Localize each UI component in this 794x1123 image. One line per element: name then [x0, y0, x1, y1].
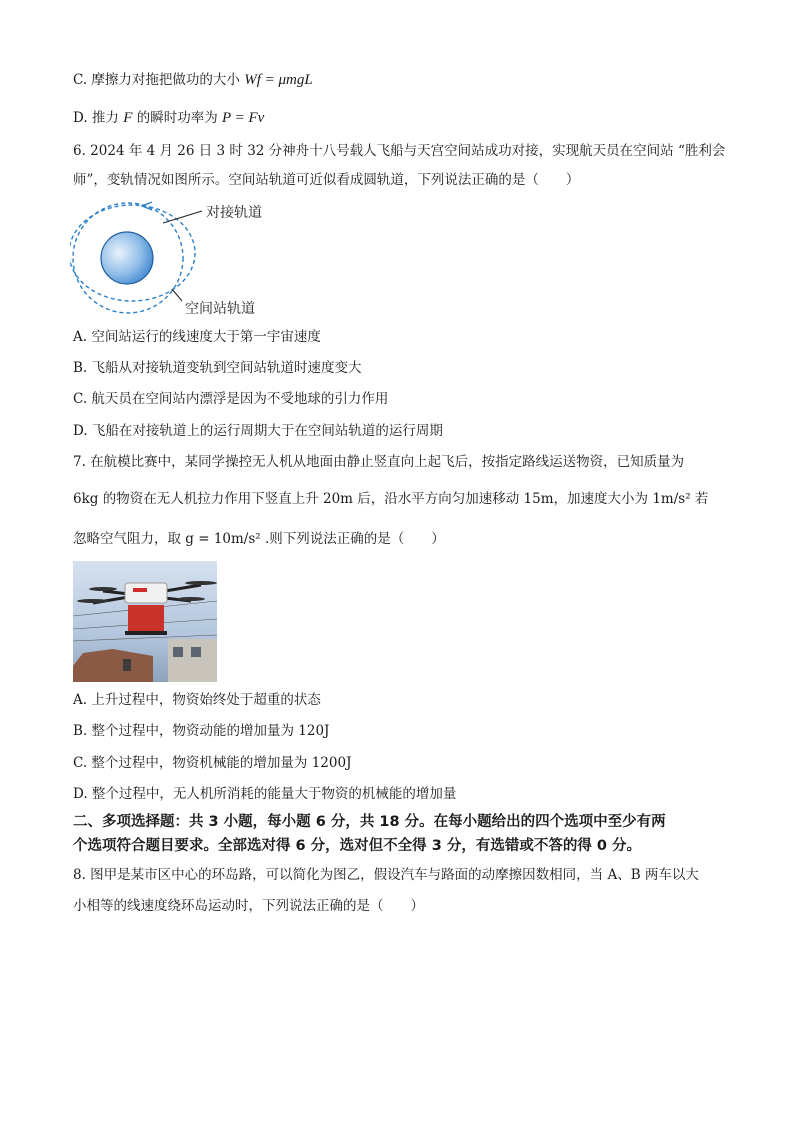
q6-option-b: B. 飞船从对接轨道变轨到空间站轨道时速度变大: [73, 360, 362, 376]
q5-option-c-formula: Wf = μmgL: [244, 72, 313, 88]
q7-stem-line3: 忽略空气阻力，取 g = 10m/s² .则下列说法正确的是（ ）: [73, 531, 445, 547]
q5-option-d-prefix: D. 推力: [73, 110, 119, 126]
q5-option-d: [73, 108, 264, 128]
q6-stem-line2: 师”，变轨情况如图所示。空间站轨道可近似看成圆轨道，下列说法正确的是（ ）: [73, 172, 580, 188]
q5-option-d-formula: P = Fv: [222, 110, 265, 126]
q8-stem-line2: 小相等的线速度绕环岛运动时，下列说法正确的是（ ）: [73, 898, 424, 914]
earth-planet: [101, 232, 153, 284]
q7-option-d: D. 整个过程中，无人机所消耗的能量大于物资的机械能的增加量: [73, 786, 457, 802]
q5-option-c-text: C. 摩擦力对拖把做功的大小: [73, 72, 240, 88]
q6-option-c: C. 航天员在空间站内漂浮是因为不受地球的引力作用: [73, 391, 389, 407]
section2-heading-line2: 个选项符合题目要求。全部选对得 6 分，选对但不全得 3 分，有选错或不答的得 0 分。: [73, 838, 642, 854]
label-docking-orbit: 对接轨道: [206, 204, 262, 220]
q5-option-d-symbol: F: [123, 110, 133, 126]
drone-illustration: [73, 561, 217, 682]
orbit-arrow: [142, 202, 152, 210]
section2-heading-line1: 二、多项选择题：共 3 小题，每小题 6 分，共 18 分。在每小题给出的四个选项中至少有两: [73, 814, 666, 830]
q6-stem-line1: 6. 2024 年 4 月 26 日 3 时 32 分神舟十八号载人飞船与天宫空间站成功对接，实现航天员在空间站 “胜利会: [73, 143, 726, 159]
q7-option-c: C. 整个过程中，物资机械能的增加量为 1200J: [73, 755, 352, 771]
q6-option-d: D. 飞船在对接轨道上的运行周期大于在空间站轨道的运行周期: [73, 423, 443, 439]
q8-stem-line1: 8. 图甲是某市区中心的环岛路，可以简化为图乙，假设汽车与路面的动摩擦因数相同，当 A、B 两车以大: [73, 867, 699, 883]
q5-option-c: [73, 70, 313, 90]
q6-option-a: A. 空间站运行的线速度大于第一宇宙速度: [73, 329, 321, 345]
drone-photo: [73, 561, 217, 682]
q7-stem-line1: 7. 在航模比赛中，某同学操控无人机从地面由静止竖直向上起飞后，按指定路线运送物资，已知质量为: [73, 454, 685, 470]
orbit-diagram: [70, 195, 310, 320]
label-station-orbit: 空间站轨道: [185, 300, 255, 316]
station-pointer: [172, 289, 182, 301]
q7-stem-line2: 6kg 的物资在无人机拉力作用下竖直上升 20m 后，沿水平方向匀加速移动 15m，加速度大小为 1m/s² 若: [73, 491, 709, 507]
q7-option-a: A. 上升过程中，物资始终处于超重的状态: [73, 692, 321, 708]
docking-pointer: [163, 211, 202, 223]
q7-option-b: B. 整个过程中，物资动能的增加量为 120J: [73, 723, 330, 739]
q5-option-d-mid: 的瞬时功率为: [136, 110, 218, 126]
